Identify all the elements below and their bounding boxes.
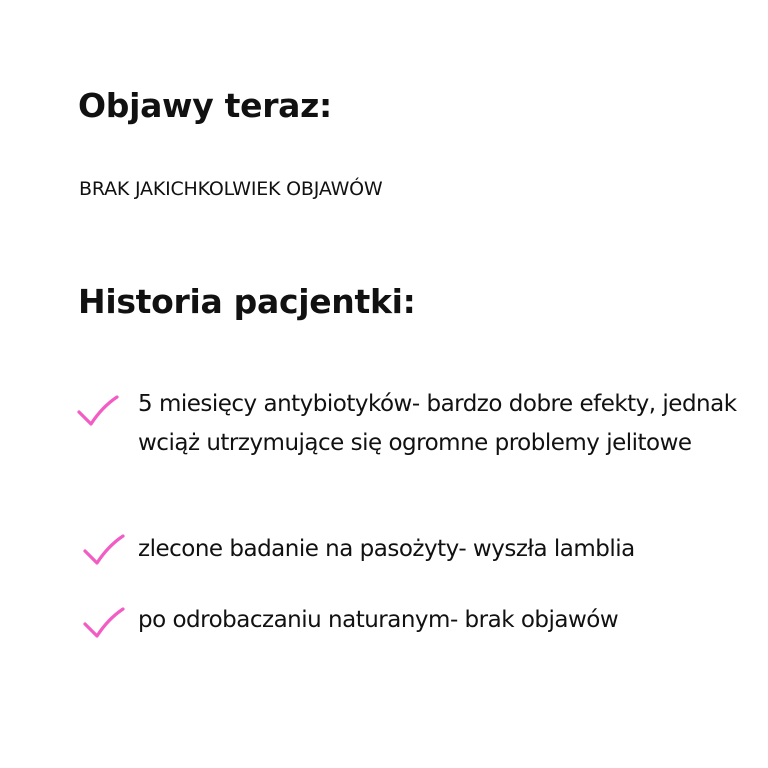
symptoms-now-heading: Objawy teraz: bbox=[78, 86, 332, 125]
patient-history-heading: Historia pacjentki: bbox=[78, 282, 416, 321]
symptoms-status-text: BRAK JAKICHKOLWIEK OBJAWÓW bbox=[79, 178, 383, 200]
check-icon bbox=[82, 532, 126, 570]
history-item-text: zlecone badanie na pasożyty- wyszła lamblia bbox=[138, 536, 635, 562]
check-icon bbox=[82, 605, 126, 643]
check-icon bbox=[76, 393, 120, 431]
history-item-text: po odrobaczaniu naturanym- brak objawów bbox=[138, 607, 619, 633]
history-item-text: 5 miesięcy antybiotyków- bardzo dobre efekty, jednak wciąż utrzymujące się ogromne problemy jelitowe bbox=[138, 391, 737, 456]
